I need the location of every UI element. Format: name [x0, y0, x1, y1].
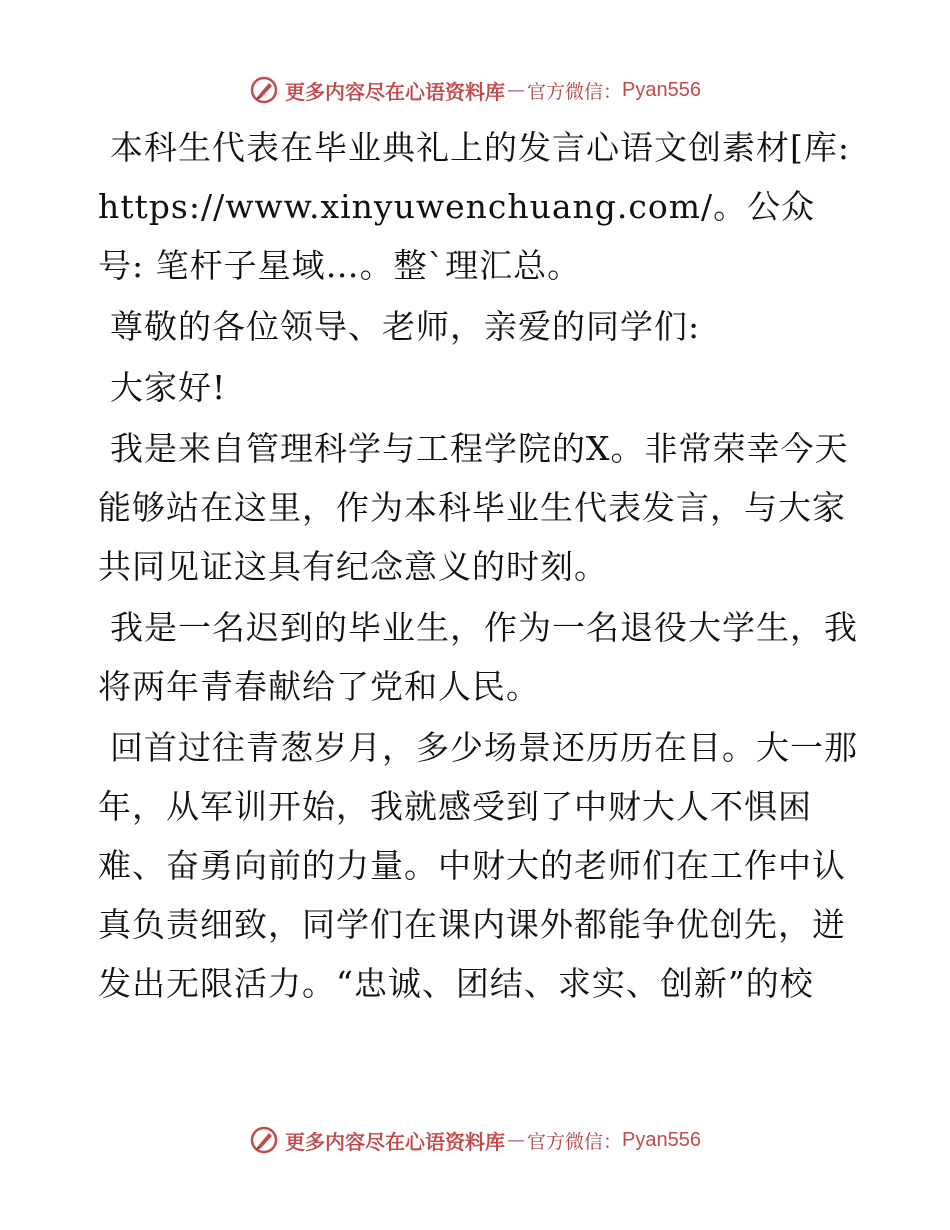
- greeting-paragraph: 大家好!: [110, 368, 227, 407]
- memories-paragraph: 回首过往青葱岁月，多少场景还历历在目。大一那年，从军训开始，我就感受到了中财大人不惧困难、奋勇向前的力量。中财大的老师们在工作中认真负责细致，同学们在课内课外都能争优创先，迸发出无限活力。“忠诚、团结、求实、创新”的校: [98, 728, 858, 1003]
- header-watermark-banner: [0, 70, 950, 110]
- banner-separator: —: [507, 79, 525, 101]
- salutation-paragraph: 尊敬的各位领导、老师，亲爱的同学们:: [110, 307, 701, 346]
- document-body: [98, 118, 858, 1013]
- banner-account: Pyan556: [622, 1128, 701, 1151]
- veteran-paragraph: 我是一名迟到的毕业生，作为一名退役大学生，我将两年青春献给了党和人民。: [98, 608, 858, 706]
- banner-account: Pyan556: [622, 78, 701, 101]
- intro-paragraph: 我是来自管理科学与工程学院的X。非常荣幸今天能够站在这里，作为本科毕业生代表发言，与大家共同见证这具有纪念意义的时刻。: [98, 429, 849, 586]
- banner-official-label: 官方微信：: [527, 80, 623, 103]
- banner-slogan: 更多内容尽在心语资料库: [285, 1129, 505, 1154]
- pen-logo-icon: [249, 75, 279, 105]
- banner-official-label: 官方微信：: [527, 1130, 623, 1153]
- title-paragraph: 本科生代表在毕业典礼上的发言心语文创素材[库: https://www.xinyuwenchuang.com/。公众号: 笔杆子星域…。整`理汇总。: [98, 128, 850, 285]
- banner-slogan: 更多内容尽在心语资料库: [285, 79, 505, 104]
- pen-logo-icon: [249, 1125, 279, 1155]
- banner-separator: —: [507, 1129, 525, 1151]
- footer-watermark-banner: [0, 1120, 950, 1160]
